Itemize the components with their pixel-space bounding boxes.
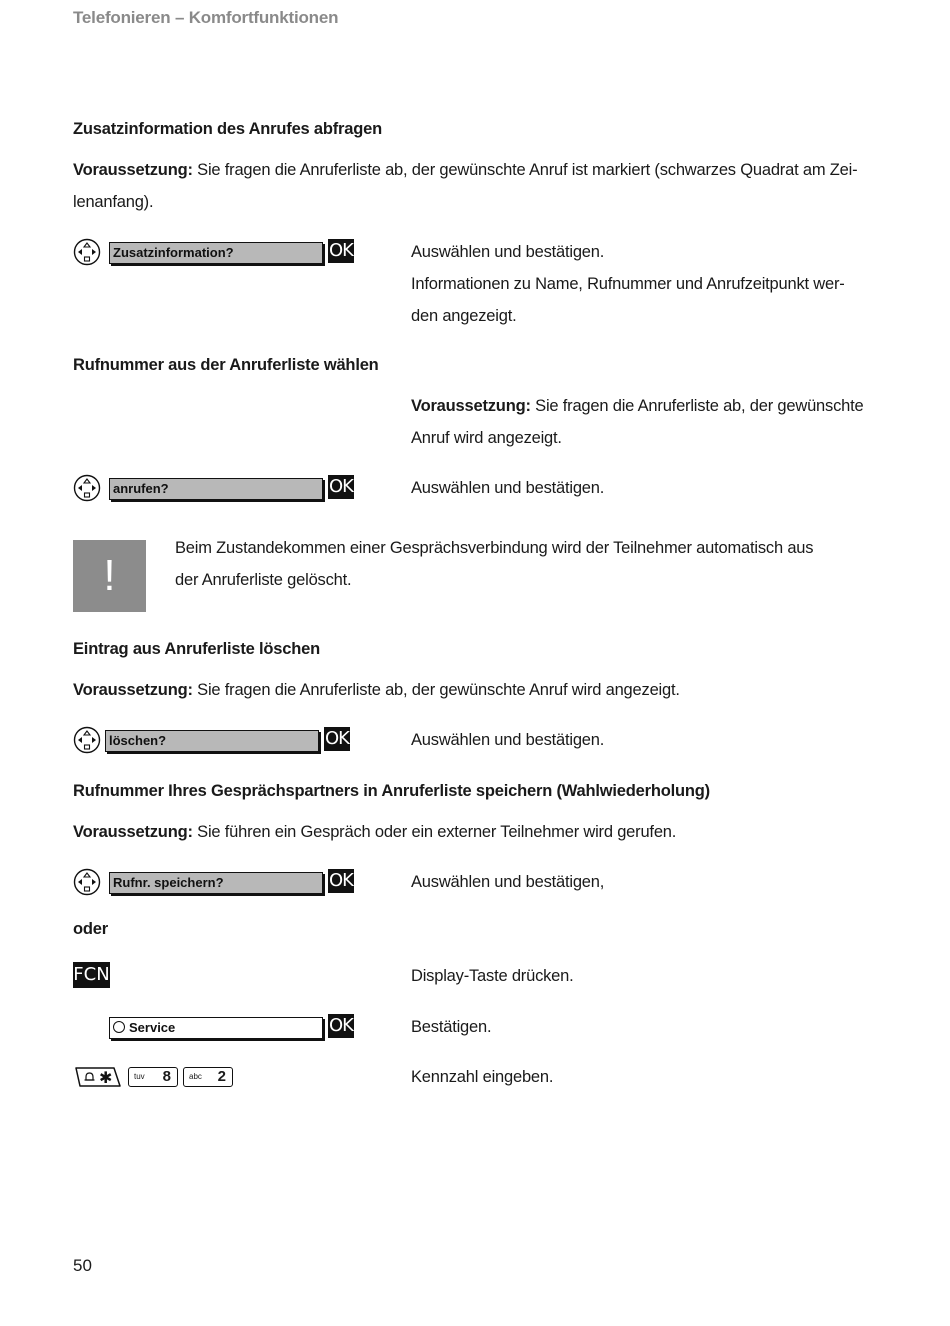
navigation-key-icon — [73, 238, 101, 266]
fcn-key: FCN — [73, 962, 110, 988]
warning-icon: ! — [73, 540, 146, 612]
star-key-icon — [74, 1066, 122, 1088]
navigation-key-icon — [73, 474, 101, 502]
prereq-text: Sie fragen die Anruferliste ab, der gewünschte — [530, 397, 864, 415]
star-glyph: ✱ — [99, 1068, 113, 1087]
display-anrufen: anrufen? — [109, 478, 323, 500]
key-digit: 8 — [162, 1068, 171, 1085]
navigation-key-icon — [73, 726, 101, 754]
desc-zusatzinformation — [411, 236, 881, 332]
prereq-text: Sie führen ein Gespräch oder ein externer Teilnehmer wird gerufen. — [192, 823, 677, 841]
prereq-eintrag-loeschen — [73, 674, 883, 706]
prereq-text-cont: lenanfang). — [73, 193, 154, 211]
section-title-eintrag-loeschen: Eintrag aus Anruferliste löschen — [73, 640, 320, 658]
note-text — [175, 532, 885, 596]
desc-fcn: Display-Taste drücken. — [411, 967, 574, 985]
display-rufnummer-speichern: Rufnr. speichern? — [109, 872, 323, 894]
navigation-key-icon — [73, 868, 101, 896]
desc-line: den angezeigt. — [411, 307, 517, 325]
prereq-zusatzinformation — [73, 154, 883, 218]
desc-rufnummer-speichern: Auswählen und bestätigen, — [411, 873, 605, 891]
prereq-label: Voraussetzung: — [73, 161, 193, 179]
display-zusatzinformation: Zusatzinformation? — [109, 242, 323, 264]
desc-loeschen: Auswählen und bestätigen. — [411, 731, 605, 749]
prereq-rufnummer-waehlen — [411, 390, 881, 454]
display-service — [109, 1017, 323, 1039]
ok-key: OK — [329, 476, 353, 497]
note-line: der Anruferliste gelöscht. — [175, 571, 352, 589]
prereq-label: Voraussetzung: — [73, 823, 193, 841]
note-line: Beim Zustandekommen einer Gesprächsverbindung wird der Teilnehmer automatisch aus — [175, 539, 814, 557]
ok-key: OK — [329, 870, 353, 891]
section-title-rufnummer-speichern: Rufnummer Ihres Gesprächspartners in Anruferliste speichern (Wahlwiederholung) — [73, 782, 710, 800]
key-2 — [183, 1067, 233, 1087]
ok-key: OK — [329, 1015, 353, 1036]
service-label: Service — [129, 1020, 176, 1035]
prereq-text: Sie fragen die Anruferliste ab, der gewünschte Anruf ist markiert (schwarzes Quadrat am Zei- — [192, 161, 858, 179]
desc-anrufen: Auswählen und bestätigen. — [411, 479, 605, 497]
running-header: Telefonieren – Komfortfunktionen — [73, 8, 339, 27]
desc-line: Informationen zu Name, Rufnummer und Anrufzeitpunkt wer- — [411, 275, 845, 293]
oder-label: oder — [73, 920, 108, 938]
key-letters: abc — [189, 1072, 202, 1081]
ok-key: OK — [325, 728, 349, 749]
key-8 — [128, 1067, 178, 1087]
circle-icon — [113, 1021, 125, 1033]
prereq-rufnummer-speichern — [73, 816, 883, 848]
ok-key: OK — [329, 240, 353, 261]
display-loeschen: löschen? — [105, 730, 319, 752]
section-title-rufnummer-waehlen: Rufnummer aus der Anruferliste wählen — [73, 356, 379, 374]
key-digit: 2 — [217, 1068, 226, 1085]
prereq-label: Voraussetzung: — [73, 681, 193, 699]
prereq-label: Voraussetzung: — [411, 397, 531, 415]
desc-line: Auswählen und bestätigen. — [411, 243, 605, 261]
prereq-text: Sie fragen die Anruferliste ab, der gewünschte Anruf wird angezeigt. — [192, 681, 680, 699]
desc-service: Bestätigen. — [411, 1018, 492, 1036]
desc-kennzahl: Kennzahl eingeben. — [411, 1068, 554, 1086]
key-letters: tuv — [134, 1072, 145, 1081]
prereq-text-cont: Anruf wird angezeigt. — [411, 429, 562, 447]
page-number: 50 — [73, 1256, 92, 1275]
section-title-zusatzinformation: Zusatzinformation des Anrufes abfragen — [73, 120, 382, 138]
